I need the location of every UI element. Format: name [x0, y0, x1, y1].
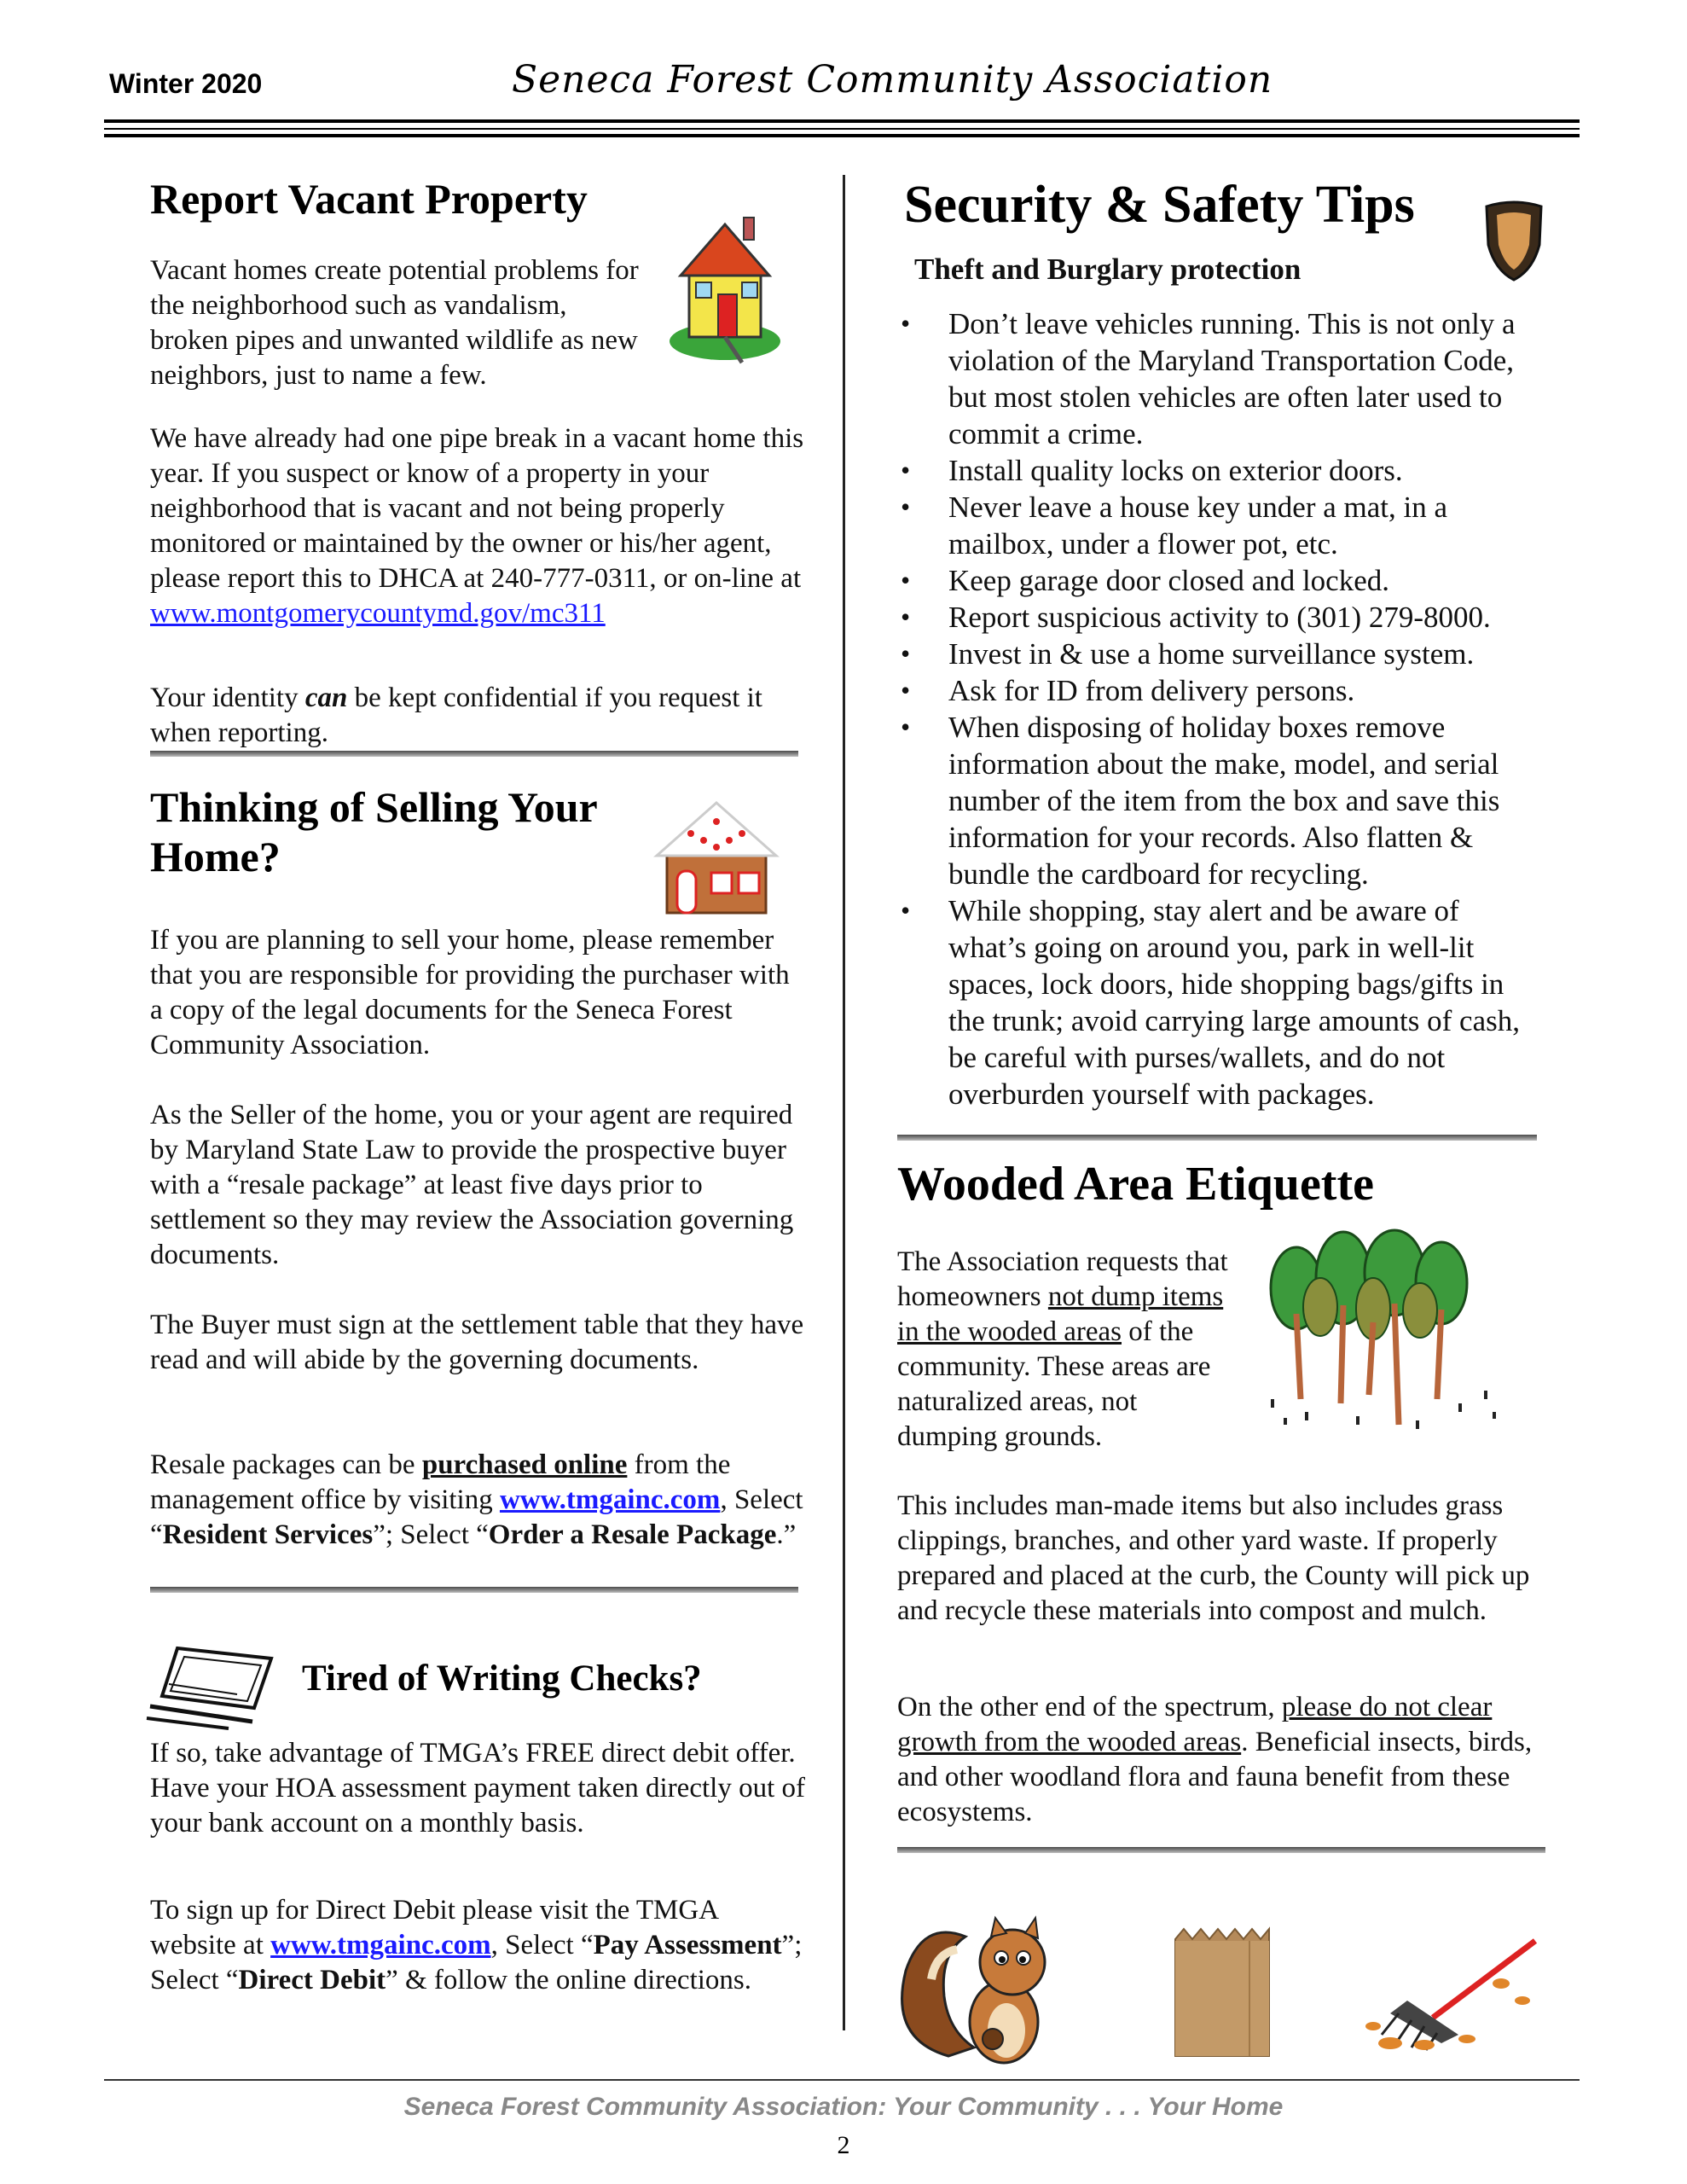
wooded-para-1 [897, 1245, 1243, 1455]
list-item: • Never leave a house key under a mat, in a mailbox, under a flower pot, etc. [901, 489, 1540, 562]
selling-heading-wrap [150, 783, 628, 881]
security-tips-list [901, 305, 1540, 1112]
wooded-para-1-b: of the community. These areas are naturalized areas, not dumping grounds. [897, 1316, 1211, 1452]
selling-heading: Thinking of Selling Your Home? [150, 783, 597, 880]
selling-para-4-a: Resale packages can be [150, 1449, 422, 1480]
security-heading-wrap [904, 175, 1501, 235]
vacant-property-heading: Report Vacant Property [150, 175, 588, 223]
vacant-para-2-block [150, 421, 807, 631]
gingerbread-house-icon [648, 798, 785, 917]
rake-icon [1365, 1932, 1544, 2052]
list-item: • When disposing of holiday boxes remove information about the make, model, and serial number of the item from the box and save this information for your records. Also flatten & bundle the cardboard for recycling. [901, 709, 1540, 892]
vacant-para-3-a: Your identity [150, 682, 305, 713]
resident-services-text: Resident Services [162, 1519, 374, 1550]
tmga-link[interactable]: www.tmgainc.com [499, 1484, 721, 1515]
purchased-online-text: purchased online [421, 1449, 628, 1480]
list-item: • Don’t leave vehicles running. This is not only a violation of the Maryland Transportation Code, but most stolen vehicles are often later used to commit a crime. [901, 305, 1540, 452]
list-item: • Keep garage door closed and locked. [901, 562, 1540, 599]
security-subheading: Theft and Burglary protection [914, 253, 1301, 286]
footer-tagline: Seneca Forest Community Association: Your Community . . . Your Home [403, 2093, 1284, 2121]
checks-heading: Tired of Writing Checks? [302, 1658, 702, 1699]
list-item: • Invest in & use a home surveillance system. [901, 636, 1540, 672]
wooded-para-1-underline: not dump items in the wooded areas [897, 1281, 1224, 1347]
direct-debit-text: Direct Debit [238, 1965, 386, 1995]
selling-para-4-e: .” [776, 1519, 797, 1550]
list-item: • Ask for ID from delivery persons. [901, 672, 1540, 709]
checks-heading-wrap [302, 1658, 814, 1699]
vacant-para-1: Vacant homes create potential problems for the neighborhood such as vandalism, broken pipes and unwanted wildlife as new neighbors, just to name a few. [150, 255, 639, 391]
security-heading: Security & Safety Tips [904, 176, 1415, 234]
selling-para-3: The Buyer must sign at the settlement table that they have read and will abide by the governing documents. [150, 1310, 804, 1375]
list-item: • Install quality locks on exterior doors. [901, 452, 1540, 489]
order-resale-package-text: Order a Resale Package [488, 1519, 777, 1550]
wooded-para-1-a: The Association requests that homeowners [897, 1246, 1228, 1312]
selling-para-1: If you are planning to sell your home, please remember that you are responsible for providing the purchaser with a copy of the legal documents for the Seneca Forest Community Association. [150, 925, 790, 1060]
house-icon [665, 209, 785, 367]
wooded-heading: Wooded Area Etiquette [897, 1158, 1374, 1211]
section-rule [150, 1587, 798, 1593]
section-rule [150, 751, 798, 757]
footer-rule [104, 2079, 1580, 2081]
header-rule [104, 119, 1580, 123]
checks-para-2-c: ”; Select “ [150, 1930, 803, 1995]
selling-para-2: As the Seller of the home, you or your agent are required by Maryland State Law to provide the prospective buyer with a “resale package” at least five days prior to settlement so they may review the Association governing documents. [150, 1100, 794, 1270]
wooded-para-3-b: . Beneficial insects, birds, and other woodland flora and fauna benefit from these ecosystems. [897, 1727, 1533, 1827]
vacant-para-2: We have already had one pipe break in a vacant home this year. If you suspect or know of a property in your neighborhood that is vacant and not being properly monitored or maintained by the owner or his/her agent, please report this to DHCA at 240-777-0311, or on-line at [150, 423, 804, 594]
section-rule [897, 1135, 1537, 1141]
mc311-link[interactable]: www.montgomerycountymd.gov/mc311 [150, 598, 606, 629]
selling-para-4-b: from the management office by visiting [150, 1449, 731, 1515]
selling-para-4-d: ”; Select “ [373, 1519, 489, 1550]
checks-para-2-a: To sign up for Direct Debit please visit the TMGA website at [150, 1895, 718, 1960]
tmga-link-2[interactable]: www.tmgainc.com [270, 1930, 491, 1960]
wooded-para-2: This includes man-made items but also includes grass clippings, branches, and other yard waste. If properly prepared and placed at the curb, the County will pick up and recycle these materials into compost and mulch. [897, 1490, 1530, 1626]
squirrel-icon [897, 1911, 1059, 2069]
vacant-para-3-emphasis: can [304, 682, 348, 713]
list-item: • While shopping, stay alert and be aware of what’s going on around you, park in well-lit spaces, lock doors, hide shopping bags/gifts in the trunk; avoid carrying large amounts of cash, be careful with purses/wallets, and do not overburden yourself with packages. [901, 892, 1540, 1112]
paper-bag-icon [1168, 1924, 1275, 2060]
list-item: • Report suspicious activity to (301) 279-8000. [901, 599, 1540, 636]
laptop-icon [143, 1640, 280, 1734]
vacant-para-3-b: be kept confidential if you request it when reporting. [150, 682, 762, 748]
checks-para-2 [150, 1893, 807, 1998]
issue-label: Winter 2020 [109, 68, 263, 99]
section-rule [897, 1847, 1545, 1853]
trees-icon [1254, 1228, 1510, 1433]
newsletter-title: Seneca Forest Community Association [512, 58, 1273, 102]
wooded-para-3-underline: please do not clear growth from the wooded areas [897, 1692, 1493, 1757]
column-divider [843, 175, 845, 2030]
vacant-para-3 [150, 681, 807, 751]
header-rule-lower [104, 134, 1580, 137]
checks-para-1: If so, take advantage of TMGA’s FREE direct debit offer. Have your HOA assessment payment taken directly out of your bank account on a monthly basis. [150, 1738, 805, 1838]
wooded-heading-wrap [897, 1157, 1545, 1211]
header-rule-thin [104, 128, 1580, 130]
wooded-para-3 [897, 1690, 1554, 1830]
checks-para-2-b: , Select “ [490, 1930, 594, 1960]
checks-para-2-d: ” & follow the online directions. [386, 1965, 752, 1995]
selling-para-4-c: , Select “ [150, 1484, 803, 1550]
page-number: 2 [837, 2131, 850, 2159]
pay-assessment-text: Pay Assessment [593, 1930, 782, 1960]
wooded-para-3-a: On the other end of the spectrum, [897, 1692, 1282, 1722]
selling-para-4 [150, 1448, 807, 1553]
